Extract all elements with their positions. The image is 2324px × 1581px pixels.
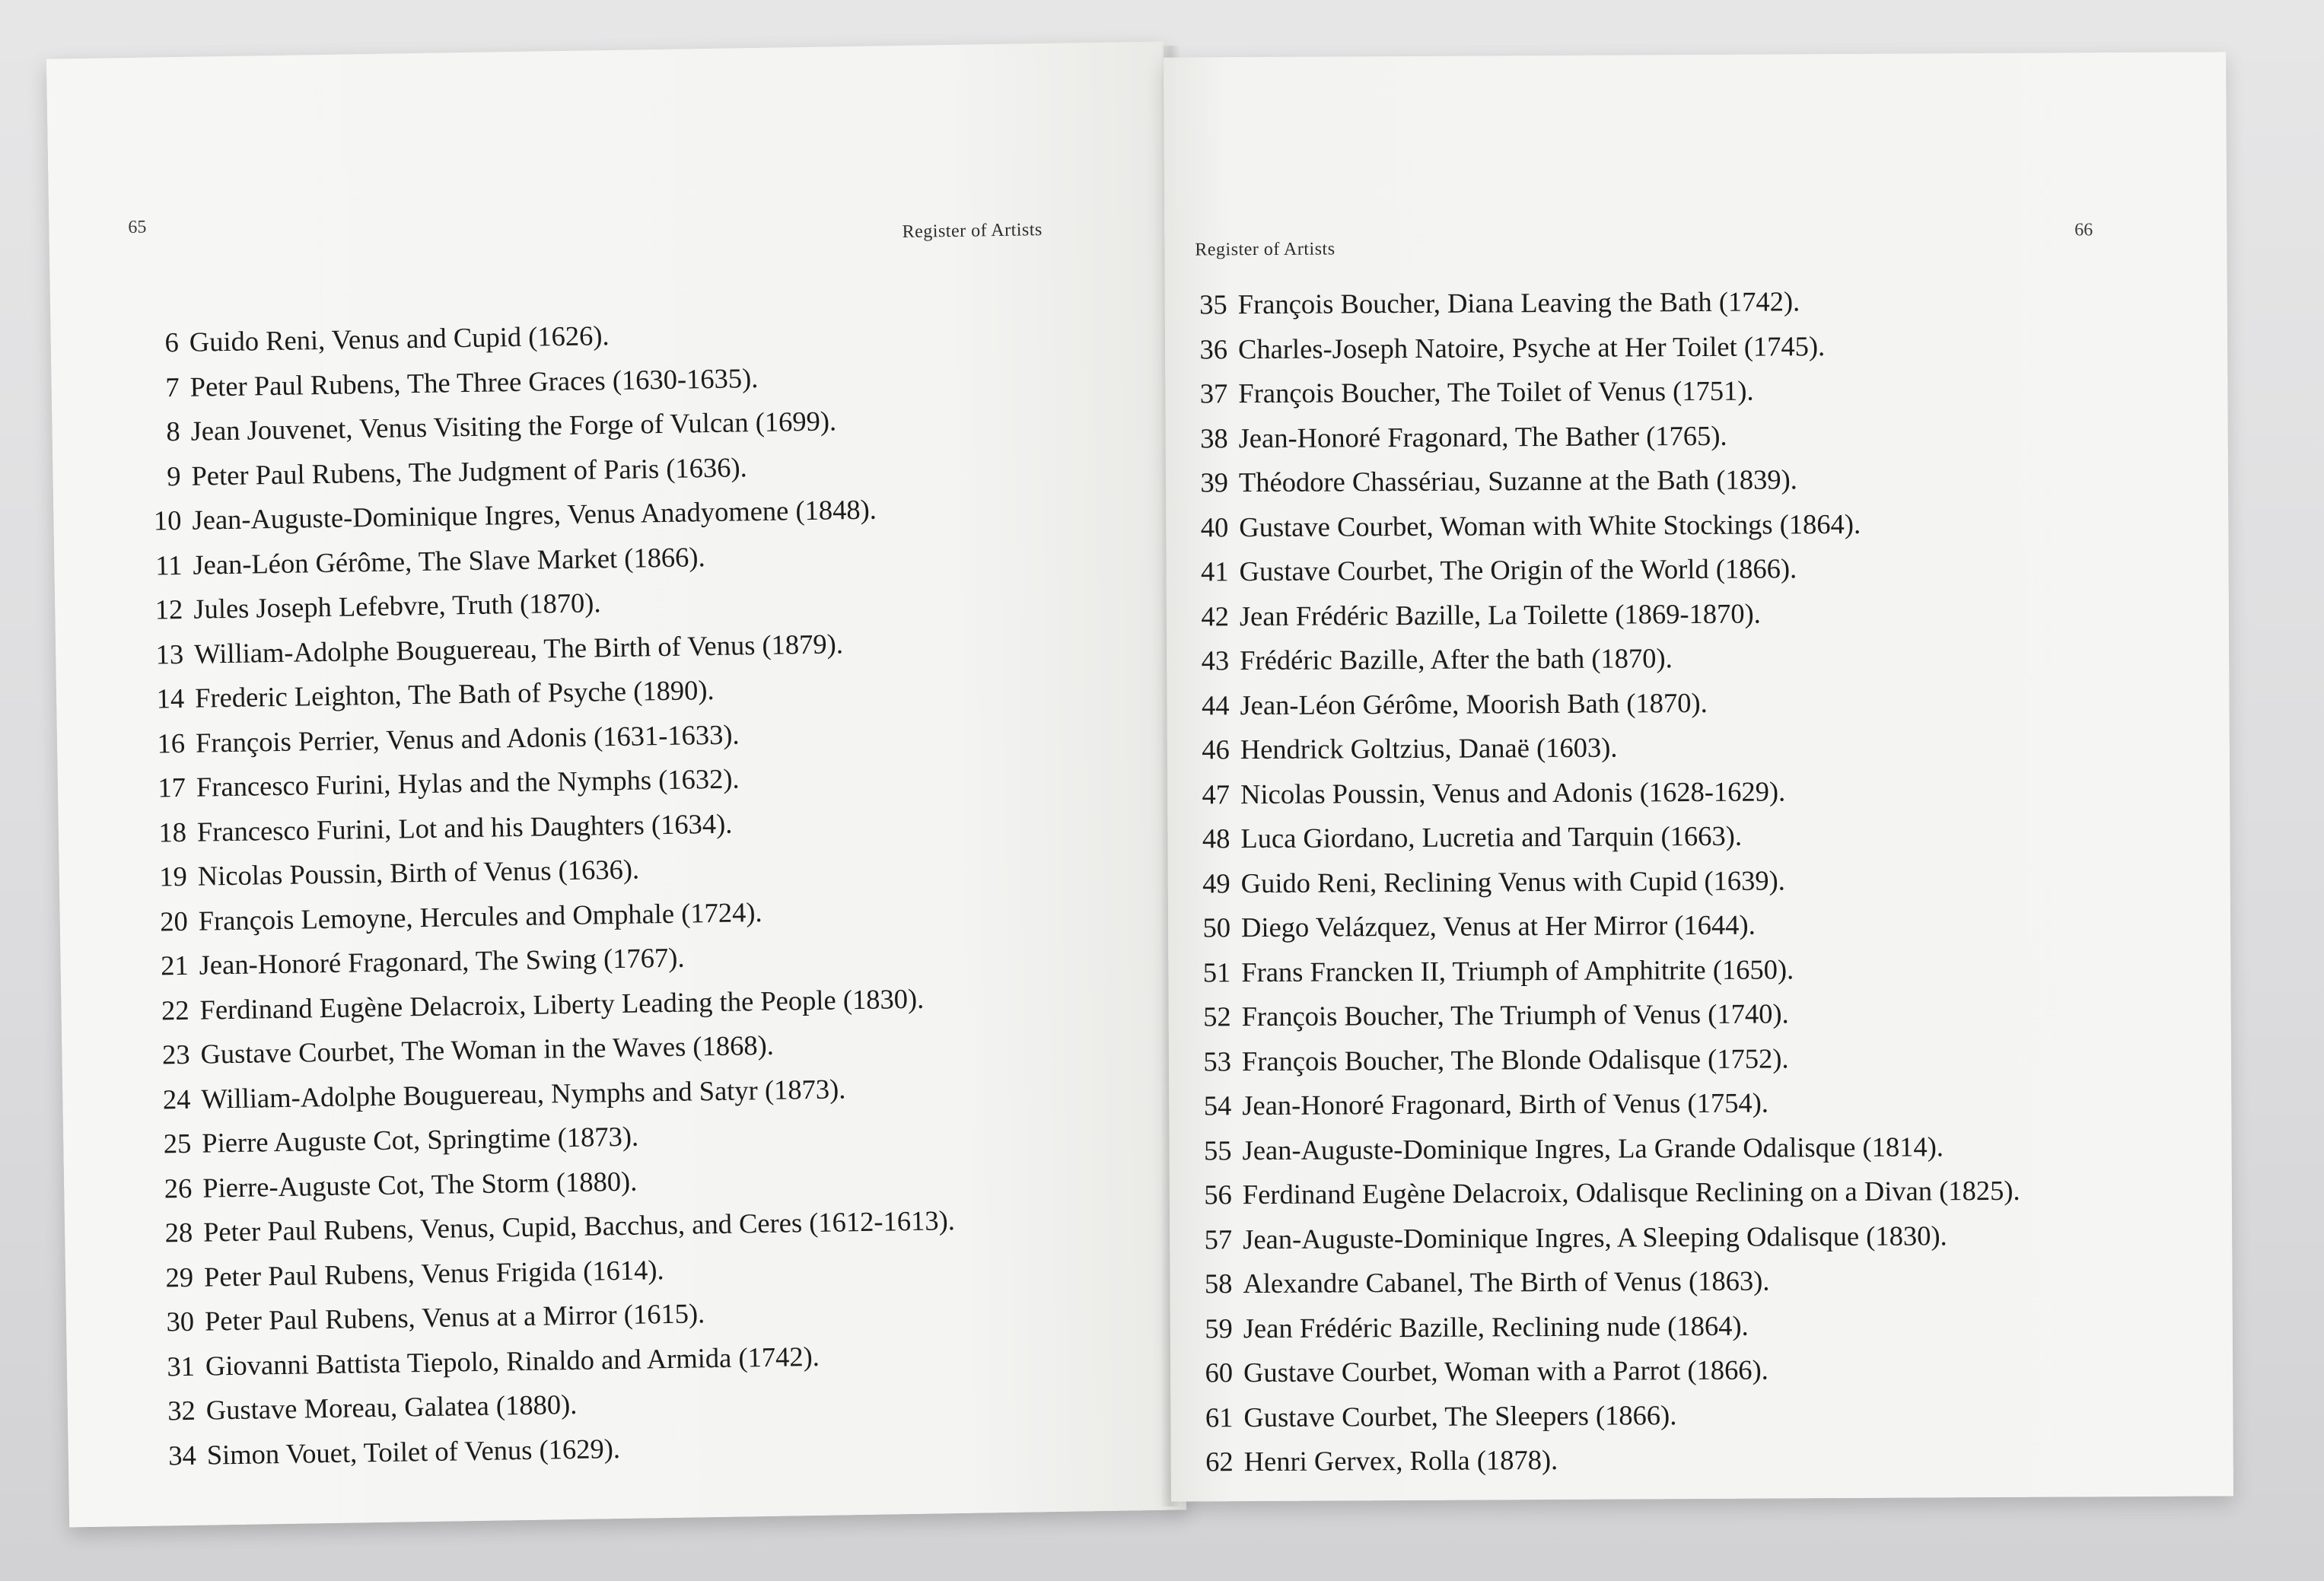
entry-text: Francesco Furini, Lot and his Daughters (1634). [196,807,733,848]
entry-number: 49 [1202,867,1230,899]
entry-number: 23 [161,1038,190,1070]
entry-text: Gustave Courbet, The Sleepers (1866). [1243,1398,1677,1433]
entry-number: 53 [1203,1045,1232,1077]
register-list-left [134,308,958,1478]
entry-text: Nicolas Poussin, Venus and Adonis (1628-1629). [1240,775,1786,810]
entry-text: François Boucher, The Triumph of Venus (1740). [1241,997,1789,1032]
entry-text: Jean-Léon Gérôme, The Slave Market (1866). [193,540,705,581]
entry-text: Gustave Courbet, Woman with White Stockings (1864). [1239,507,1861,542]
entry-number: 32 [167,1394,196,1427]
entry-text: Jean-Auguste-Dominique Ingres, Venus Anadyomene (1848). [192,493,877,536]
register-entry [1189,323,2016,371]
page-number-right: 66 [2074,220,2093,240]
entry-number: 21 [160,949,189,981]
register-entry [1192,857,2019,905]
entry-text: Jean Jouvenet, Venus Visiting the Forge of Vulcan (1699). [190,405,837,447]
entry-number: 31 [167,1350,196,1382]
entry-number: 37 [1199,377,1228,409]
register-entry [1194,1169,2020,1217]
entry-number: 22 [161,994,189,1026]
register-entry [1192,724,2018,772]
entry-number: 19 [159,860,188,892]
register-entry [1189,278,2016,327]
register-entry [1194,1213,2020,1261]
entry-text: Frans Francken II, Triumph of Amphitrite (1650). [1241,953,1794,988]
entry-number: 41 [1200,555,1229,587]
entry-text: François Perrier, Venus and Adonis (1631-1633). [195,717,740,759]
register-entry [1192,991,2019,1039]
entry-number: 10 [153,504,182,536]
entry-text: Peter Paul Rubens, The Judgment of Paris (1636). [191,450,748,491]
entry-number: 28 [164,1216,193,1249]
entry-text: Charles-Joseph Natoire, Psyche at Her Toilet (1745). [1237,329,1826,364]
entry-text: Giovanni Battista Tiepolo, Rinaldo and Armida (1742). [205,1340,820,1382]
register-entry [1190,501,2017,549]
entry-text: William-Adolphe Bouguereau, Nymphs and Satyr (1873). [201,1072,846,1115]
register-entry [1191,679,2017,727]
entry-number: 62 [1205,1446,1234,1478]
entry-text: François Boucher, Diana Leaving the Bath (1742). [1237,285,1800,320]
entry-number: 16 [157,727,186,759]
entry-number: 51 [1202,956,1231,988]
entry-number: 24 [162,1083,191,1115]
entry-number: 14 [156,682,185,714]
entry-text: Frédéric Bazille, After the bath (1870). [1240,642,1673,676]
entry-text: François Boucher, The Blonde Odalisque (1752). [1241,1042,1789,1077]
register-entry [1189,367,2016,416]
entry-number: 18 [158,816,187,848]
entry-text: Luca Giordano, Lucretia and Tarquin (1663). [1240,819,1743,854]
entry-text: Ferdinand Eugène Delacroix, Liberty Leading the People (1830). [199,982,925,1026]
entry-number: 8 [166,415,180,447]
entry-number: 25 [163,1127,192,1160]
register-entry [1192,946,2019,994]
register-entry [1194,1258,2020,1306]
entry-number: 46 [1202,733,1230,765]
entry-number: 34 [167,1439,197,1471]
entry-text: Peter Paul Rubens, Venus, Cupid, Bacchus, and Ceres (1612-1613). [202,1204,956,1248]
left-page [46,42,1186,1528]
entry-text: Gustave Moreau, Galatea (1880). [205,1388,578,1426]
entry-number: 35 [1199,288,1227,320]
entry-text: Peter Paul Rubens, Venus Frigida (1614). [203,1253,664,1293]
entry-number: 6 [164,326,180,358]
entry-number: 50 [1202,911,1231,943]
entry-text: Pierre Auguste Cot, Springtime (1873). [202,1120,639,1159]
entry-text: William-Adolphe Bouguereau, The Birth of Venus (1879). [193,627,844,670]
running-head-right: Register of Artists [1195,239,1336,260]
entry-text: Jean-Auguste-Dominique Ingres, La Grande Odalisque (1814). [1242,1130,1944,1166]
entry-text: Nicolas Poussin, Birth of Venus (1636). [197,853,640,892]
entry-text: Ferdinand Eugène Delacroix, Odalisque Reclining on a Divan (1825). [1242,1174,2020,1210]
entry-number: 11 [154,549,183,581]
entry-text: Frederic Leighton, The Bath of Psyche (1890). [194,673,715,714]
register-entry [1193,1080,2020,1128]
entry-text: François Boucher, The Toilet of Venus (1751). [1238,374,1754,409]
entry-number: 57 [1204,1223,1233,1255]
entry-text: Diego Velázquez, Venus at Her Mirror (1644). [1240,908,1756,943]
entry-number: 59 [1205,1312,1233,1344]
entry-text: Francesco Furini, Hylas and the Nymphs (1632). [196,762,740,803]
entry-text: Jean Frédéric Bazille, Reclining nude (1864). [1243,1309,1749,1344]
entry-number: 30 [166,1305,195,1338]
entry-text: Simon Vouet, Toilet of Venus (1629). [206,1432,621,1471]
page-number-left: 65 [128,217,147,237]
register-entry [1193,1124,2020,1172]
running-head-left: Register of Artists [902,220,1043,243]
entry-text: Théodore Chassériau, Suzanne at the Bath (1839). [1238,463,1797,498]
entry-text: Pierre-Auguste Cot, The Storm (1880). [202,1165,638,1204]
entry-number: 7 [165,371,180,402]
entry-text: Jean-Honoré Fragonard, Birth of Venus (1754). [1242,1086,1769,1121]
entry-text: Jean-Honoré Fragonard, The Bather (1765). [1238,419,1727,453]
entry-number: 9 [166,460,181,491]
register-entry [1190,546,2017,594]
entry-text: Alexandre Cabanel, The Birth of Venus (1863). [1243,1264,1770,1299]
entry-text: Gustave Courbet, The Woman in the Waves (1868). [200,1029,775,1070]
register-entry [1190,412,2017,460]
entry-text: Gustave Courbet, Woman with a Parrot (1866). [1243,1354,1768,1389]
entry-text: Jean-Auguste-Dominique Ingres, A Sleeping Odalisque (1830). [1243,1219,1947,1255]
register-entry [1193,1035,2020,1083]
entry-number: 61 [1205,1401,1234,1433]
entry-number: 55 [1203,1134,1232,1166]
entry-number: 43 [1201,644,1230,676]
entry-text: Hendrick Goltzius, Danaë (1603). [1240,731,1618,765]
entry-number: 17 [158,771,186,803]
register-entry [1195,1302,2021,1350]
register-entry [1195,1347,2021,1395]
entry-text: Jules Joseph Lefebvre, Truth (1870). [193,587,601,625]
register-entry [1191,590,2017,638]
entry-number: 56 [1204,1179,1232,1210]
entry-number: 39 [1200,466,1229,498]
entry-number: 48 [1202,822,1230,854]
entry-text: Jean-Honoré Fragonard, The Swing (1767). [199,941,685,981]
entry-text: Gustave Courbet, The Origin of the World (1866). [1239,552,1797,587]
entry-number: 26 [164,1172,193,1204]
entry-number: 54 [1203,1090,1232,1121]
register-entry [1192,768,2018,816]
entry-number: 60 [1205,1357,1234,1389]
entry-number: 47 [1202,778,1230,810]
entry-text: François Lemoyne, Hercules and Omphale (1724). [198,895,762,937]
register-entry [1190,456,2017,505]
entry-number: 36 [1199,332,1228,364]
entry-text: Jean-Léon Gérôme, Moorish Bath (1870). [1240,686,1708,721]
entry-text: Guido Reni, Venus and Cupid (1626). [189,320,610,358]
entry-number: 20 [159,905,189,937]
register-list-right [1189,278,2022,1484]
entry-number: 44 [1201,689,1230,721]
entry-text: Peter Paul Rubens, Venus at a Mirror (1615). [204,1297,705,1337]
right-page [1164,52,2233,1501]
entry-text: Henri Gervex, Rolla (1878). [1243,1443,1558,1478]
entry-number: 29 [165,1261,194,1293]
entry-number: 42 [1201,600,1229,631]
register-entry [1192,902,2019,950]
entry-text: Peter Paul Rubens, The Three Graces (1630-1635). [189,361,759,402]
entry-number: 52 [1203,1000,1231,1032]
entry-text: Jean Frédéric Bazille, La Toilette (1869-1870). [1239,597,1761,631]
entry-number: 13 [155,638,184,670]
entry-number: 40 [1200,511,1229,542]
register-entry [1192,813,2018,861]
entry-number: 38 [1200,421,1228,453]
entry-text: Guido Reni, Reclining Venus with Cupid (1639). [1240,864,1785,899]
register-entry [1195,1436,2022,1484]
entry-number: 12 [154,593,183,625]
entry-number: 58 [1204,1268,1233,1299]
register-entry [1191,635,2017,683]
register-entry [1195,1391,2021,1439]
